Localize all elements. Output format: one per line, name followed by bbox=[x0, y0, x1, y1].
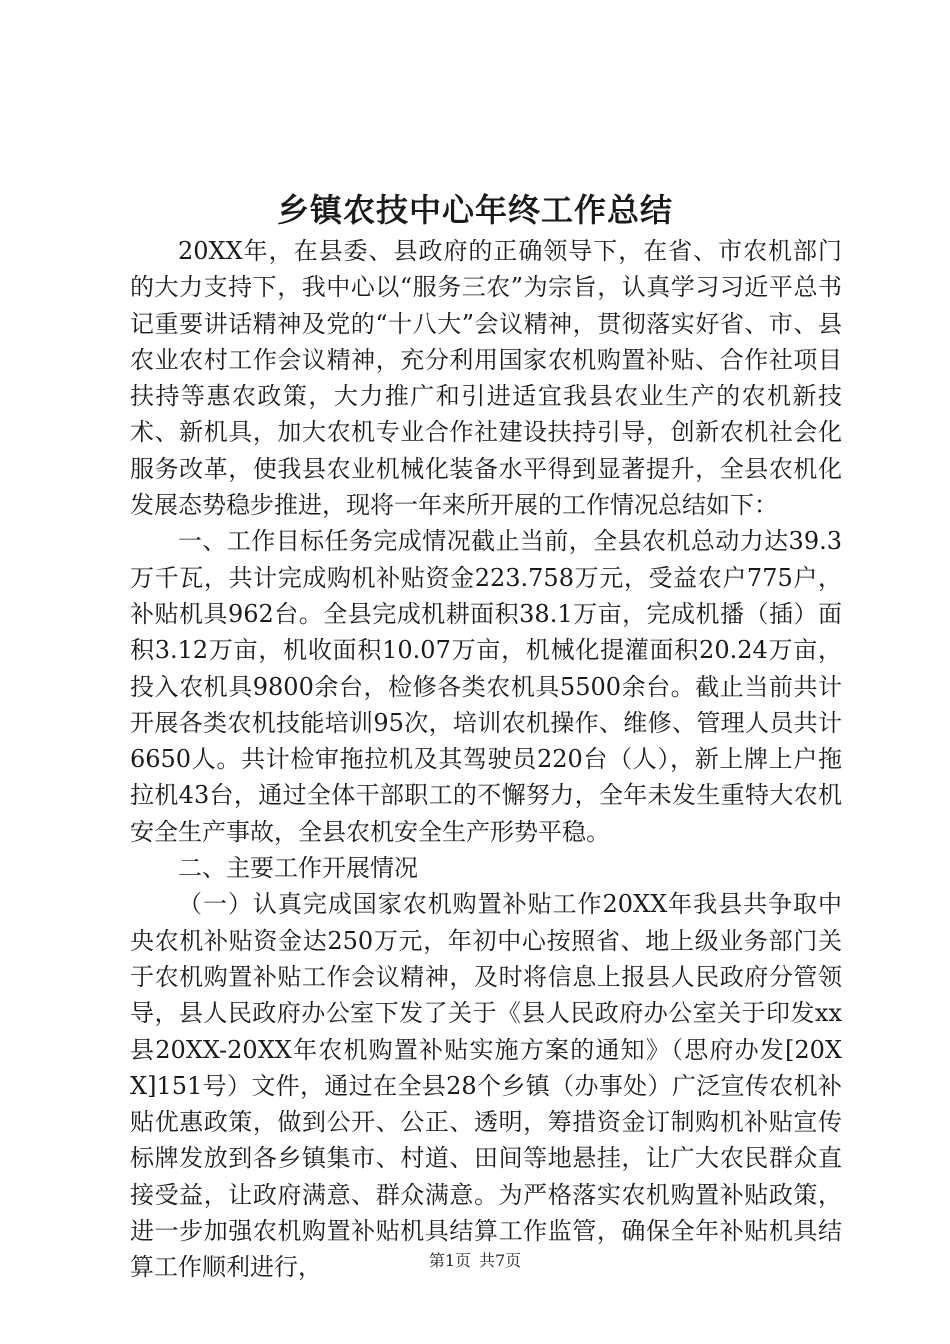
page-number: 第1页 bbox=[428, 1251, 471, 1270]
paragraph-subsection-1: （一）认真完成国家农机购置补贴工作20XX年我县共争取中央农机补贴资金达250万元，年初中心按照省、地上级业务部门关于农机购置补贴工作会议精神，及时将信息上报县人民政府分管领导，县人民政府办公室下发了关于《县人民政府办公室关于印发xx县20XX-20XX年农机购置补贴实施方案的通知》（思府办发[20XX]151号）文件，通过在全县28个乡镇（办事处）广泛宣传农机补贴优惠政策，做到公开、公正、透明，筹措资金订制购机补贴宣传标牌发放到各乡镇集市、村道、田间等地悬挂，让广大农民群众直接受益，让政府满意、群众满意。为严格落实农机购置补贴政策，进一步加强农机购置补贴机具结算工作监管，确保全年补贴机具结算工作顺利进行， bbox=[130, 890, 842, 1282]
document-title: 乡镇农技中心年终工作总结 bbox=[276, 191, 673, 229]
page-footer bbox=[0, 1250, 950, 1272]
paragraph-section-2-heading: 二、主要工作开展情况 bbox=[178, 854, 418, 883]
paragraph-intro: 20XX年，在县委、县政府的正确领导下，在省、市农机部门的大力支持下，我中心以“服务三农”为宗旨，认真学习习近平总书记重要讲话精神及党的“十八大”会议精神，贯彻落实好省、市、县农业农村工作会议精神，充分利用国家农机购置补贴、合作社项目扶持等惠农政策，大力推广和引进适宜我县农业生产的农机新技术、新机具，加大农机专业合作社建设扶持引导，创新农机社会化服务改革，使我县农业机械化装备水平得到显著提升，全县农机化发展态势稳步推进，现将一年来所开展的工作情况总结如下： bbox=[130, 237, 842, 520]
page-total: 共7页 bbox=[479, 1251, 522, 1270]
paragraph-section-1: 一、工作目标任务完成情况截止当前，全县农机总动力达39.3万千瓦，共计完成购机补贴资金223.758万元，受益农户775户，补贴机具962台。全县完成机耕面积38.1万亩，完成机播（插）面积3.12万亩，机收面积10.07万亩，机械化提灌面积20.24万亩，投入农机具9800余台，检修各类农机具5500余台。截止当前共计开展各类农机技能培训95次，培训农机操作、维修、管理人员共计6650人。共计检审拖拉机及其驾驶员220台（人），新上牌上户拖拉机43台，通过全体干部职工的不懈努力，全年未发生重特大农机安全生产事故，全县农机安全生产形势平稳。 bbox=[130, 527, 842, 846]
document-body bbox=[130, 233, 842, 1286]
